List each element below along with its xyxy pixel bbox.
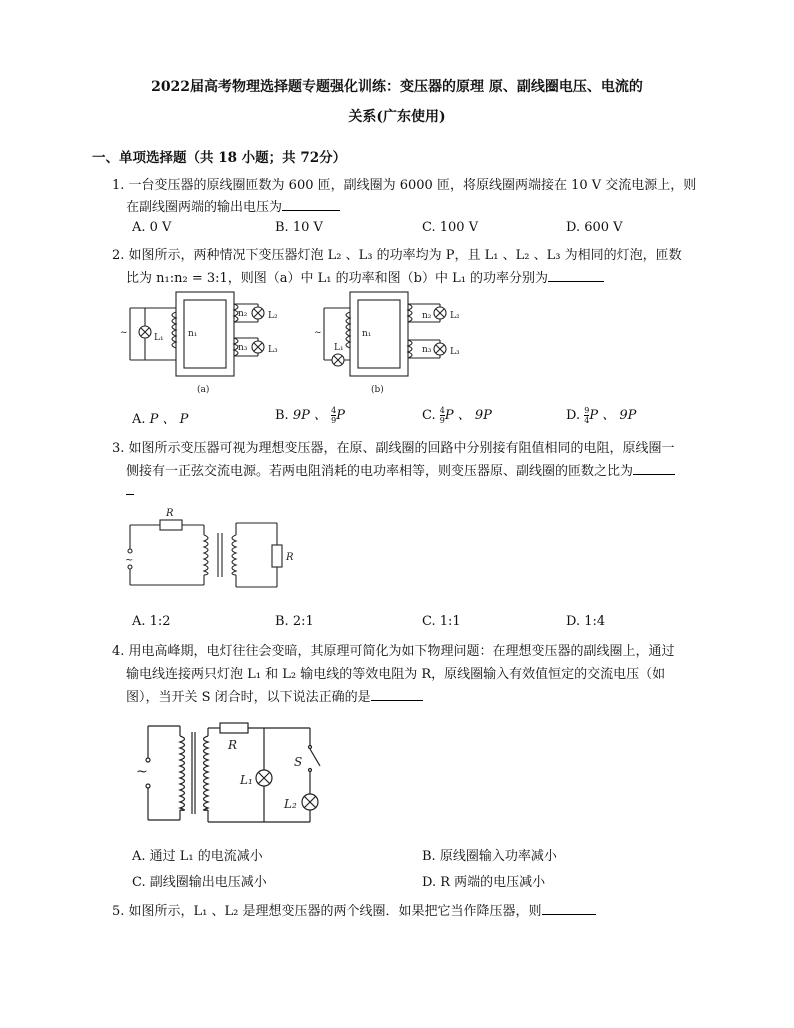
q1-stem-line2: 在副线圈两端的输出电压为	[126, 196, 340, 215]
q4-r-label: R	[228, 738, 238, 752]
fraction: $\frac{9}{4}$	[584, 406, 590, 425]
q3-r1-label: R	[166, 508, 174, 519]
q4-option-b[interactable]: B. 原线圈输入功率减小	[422, 849, 557, 864]
q4-stem-line3: 图），当开关 S 闭合时，以下说法正确的是	[126, 686, 423, 705]
q4-stem-line2: 输电线连接两只灯泡 L₁ 和 L₂ 输电线的等效电阻为 R，原线圈输入有效值恒定的交流电压（如	[126, 667, 666, 682]
answer-blank	[633, 462, 675, 475]
q4-source-label: ~	[136, 764, 148, 780]
q4-stem-line1: 4. 用电高峰期，电灯往往会变暗，其原理可简化为如下物理问题：在理想变压器的副线圈上，通过	[112, 644, 675, 659]
q3-source-label: ~	[125, 555, 134, 566]
q2-figure-b	[312, 288, 487, 400]
q2a-caption: (a)	[197, 385, 210, 395]
fraction: $\frac{4}{9}$	[331, 406, 337, 425]
q3-option-c[interactable]: C. 1:1	[422, 614, 461, 629]
q3-option-b[interactable]: B. 2:1	[275, 614, 314, 629]
q4-option-a[interactable]: A. 通过 L₁ 的电流减小	[132, 849, 263, 864]
q4-option-d[interactable]: D. R 两端的电压减小	[422, 875, 546, 890]
q2a-l3-label: L₃	[268, 345, 278, 355]
q4-s-label: S	[294, 755, 303, 769]
q2a-l2-label: L₂	[268, 311, 278, 321]
q2-option-d[interactable]: D. $\frac{9}{4}$ P 、 9P	[566, 406, 637, 425]
q2-option-b[interactable]: B. 9P 、 $\frac{4}{9}$ P	[275, 406, 345, 425]
answer-blank	[548, 269, 604, 282]
q2b-l3-label: L₃	[450, 347, 460, 357]
q4-figure	[130, 718, 330, 830]
q3-option-a[interactable]: A. 1:2	[132, 614, 171, 629]
q2a-n2-label: n₂	[238, 309, 248, 319]
doc-title-line2: 关系(广东使用)	[348, 109, 446, 125]
q2a-n1-label: n₁	[188, 329, 198, 339]
q2a-l1-label: L₁	[154, 333, 164, 343]
q2-figure-a	[118, 288, 293, 400]
q3-figure	[122, 505, 302, 595]
q2-stem-line1: 2. 如图所示，两种情况下变压器灯泡 L₂ 、L₃ 的功率均为 P，且 L₁ 、L₂ 、L₃ 为相同的灯泡，匝数	[112, 248, 682, 263]
q3-option-d[interactable]: D. 1:4	[566, 614, 606, 629]
q3-stem-line1: 3. 如图所示变压器可视为理想变压器，在原、副线圈的回路中分别接有阻值相同的电阻，原线圈一	[112, 441, 675, 456]
q2b-n2-label: n₂	[422, 311, 432, 321]
q4-option-c[interactable]: C. 副线圈输出电压减小	[132, 875, 267, 890]
q3-r2-label: R	[286, 552, 294, 563]
q5-stem-line1: 5. 如图所示，L₁ 、L₂ 是理想变压器的两个线圈．如果把它当作降压器，则	[112, 900, 596, 919]
q2b-n3-label: n₃	[422, 345, 432, 355]
q1-stem-line1: 1. 一台变压器的原线圈匝数为 600 匝，副线圈为 6000 匝，将原线圈两端接在 10 V 交流电源上，则	[112, 178, 697, 193]
q2-option-a[interactable]: A. P 、 P	[132, 412, 189, 427]
q1-option-d[interactable]: D. 600 V	[566, 220, 623, 235]
q1-option-b[interactable]: B. 10 V	[275, 220, 323, 235]
fraction: $\frac{4}{9}$	[439, 406, 445, 425]
q2a-source-label: ~	[120, 328, 128, 338]
answer-blank	[282, 198, 340, 211]
q4-l2-label: L₂	[284, 797, 297, 811]
q2b-n1-label: n₁	[362, 329, 372, 339]
q2-option-c[interactable]: C. $\frac{4}{9}$ P 、 9P	[422, 406, 492, 425]
q2b-source-label: ~	[314, 328, 322, 338]
q2-stem-line2: 比为 n₁:n₂ = 3:1，则图（a）中 L₁ 的功率和图（b）中 L₁ 的功率分别为	[126, 267, 604, 286]
q2b-caption: (b)	[371, 385, 384, 395]
doc-title-line1: 2022届高考物理选择题专题强化训练：变压器的原理 原、副线圈电压、电流的	[151, 79, 643, 95]
q2b-l1-label: L₁	[334, 343, 344, 353]
q2a-n3-label: n₃	[238, 343, 248, 353]
q1-option-c[interactable]: C. 100 V	[422, 220, 479, 235]
answer-blank	[371, 688, 423, 701]
q3-blank-continued	[126, 482, 134, 499]
q1-option-a[interactable]: A. 0 V	[132, 220, 172, 235]
q4-l1-label: L₁	[240, 773, 253, 787]
answer-blank	[542, 902, 596, 915]
q3-stem-line2: 侧接有一正弦交流电源。若两电阻消耗的电功率相等，则变压器原、副线圈的匝数之比为	[126, 460, 675, 479]
section-heading: 一、单项选择题（共 18 小题；共 72分）	[92, 150, 347, 166]
q2b-l2-label: L₂	[450, 311, 460, 321]
